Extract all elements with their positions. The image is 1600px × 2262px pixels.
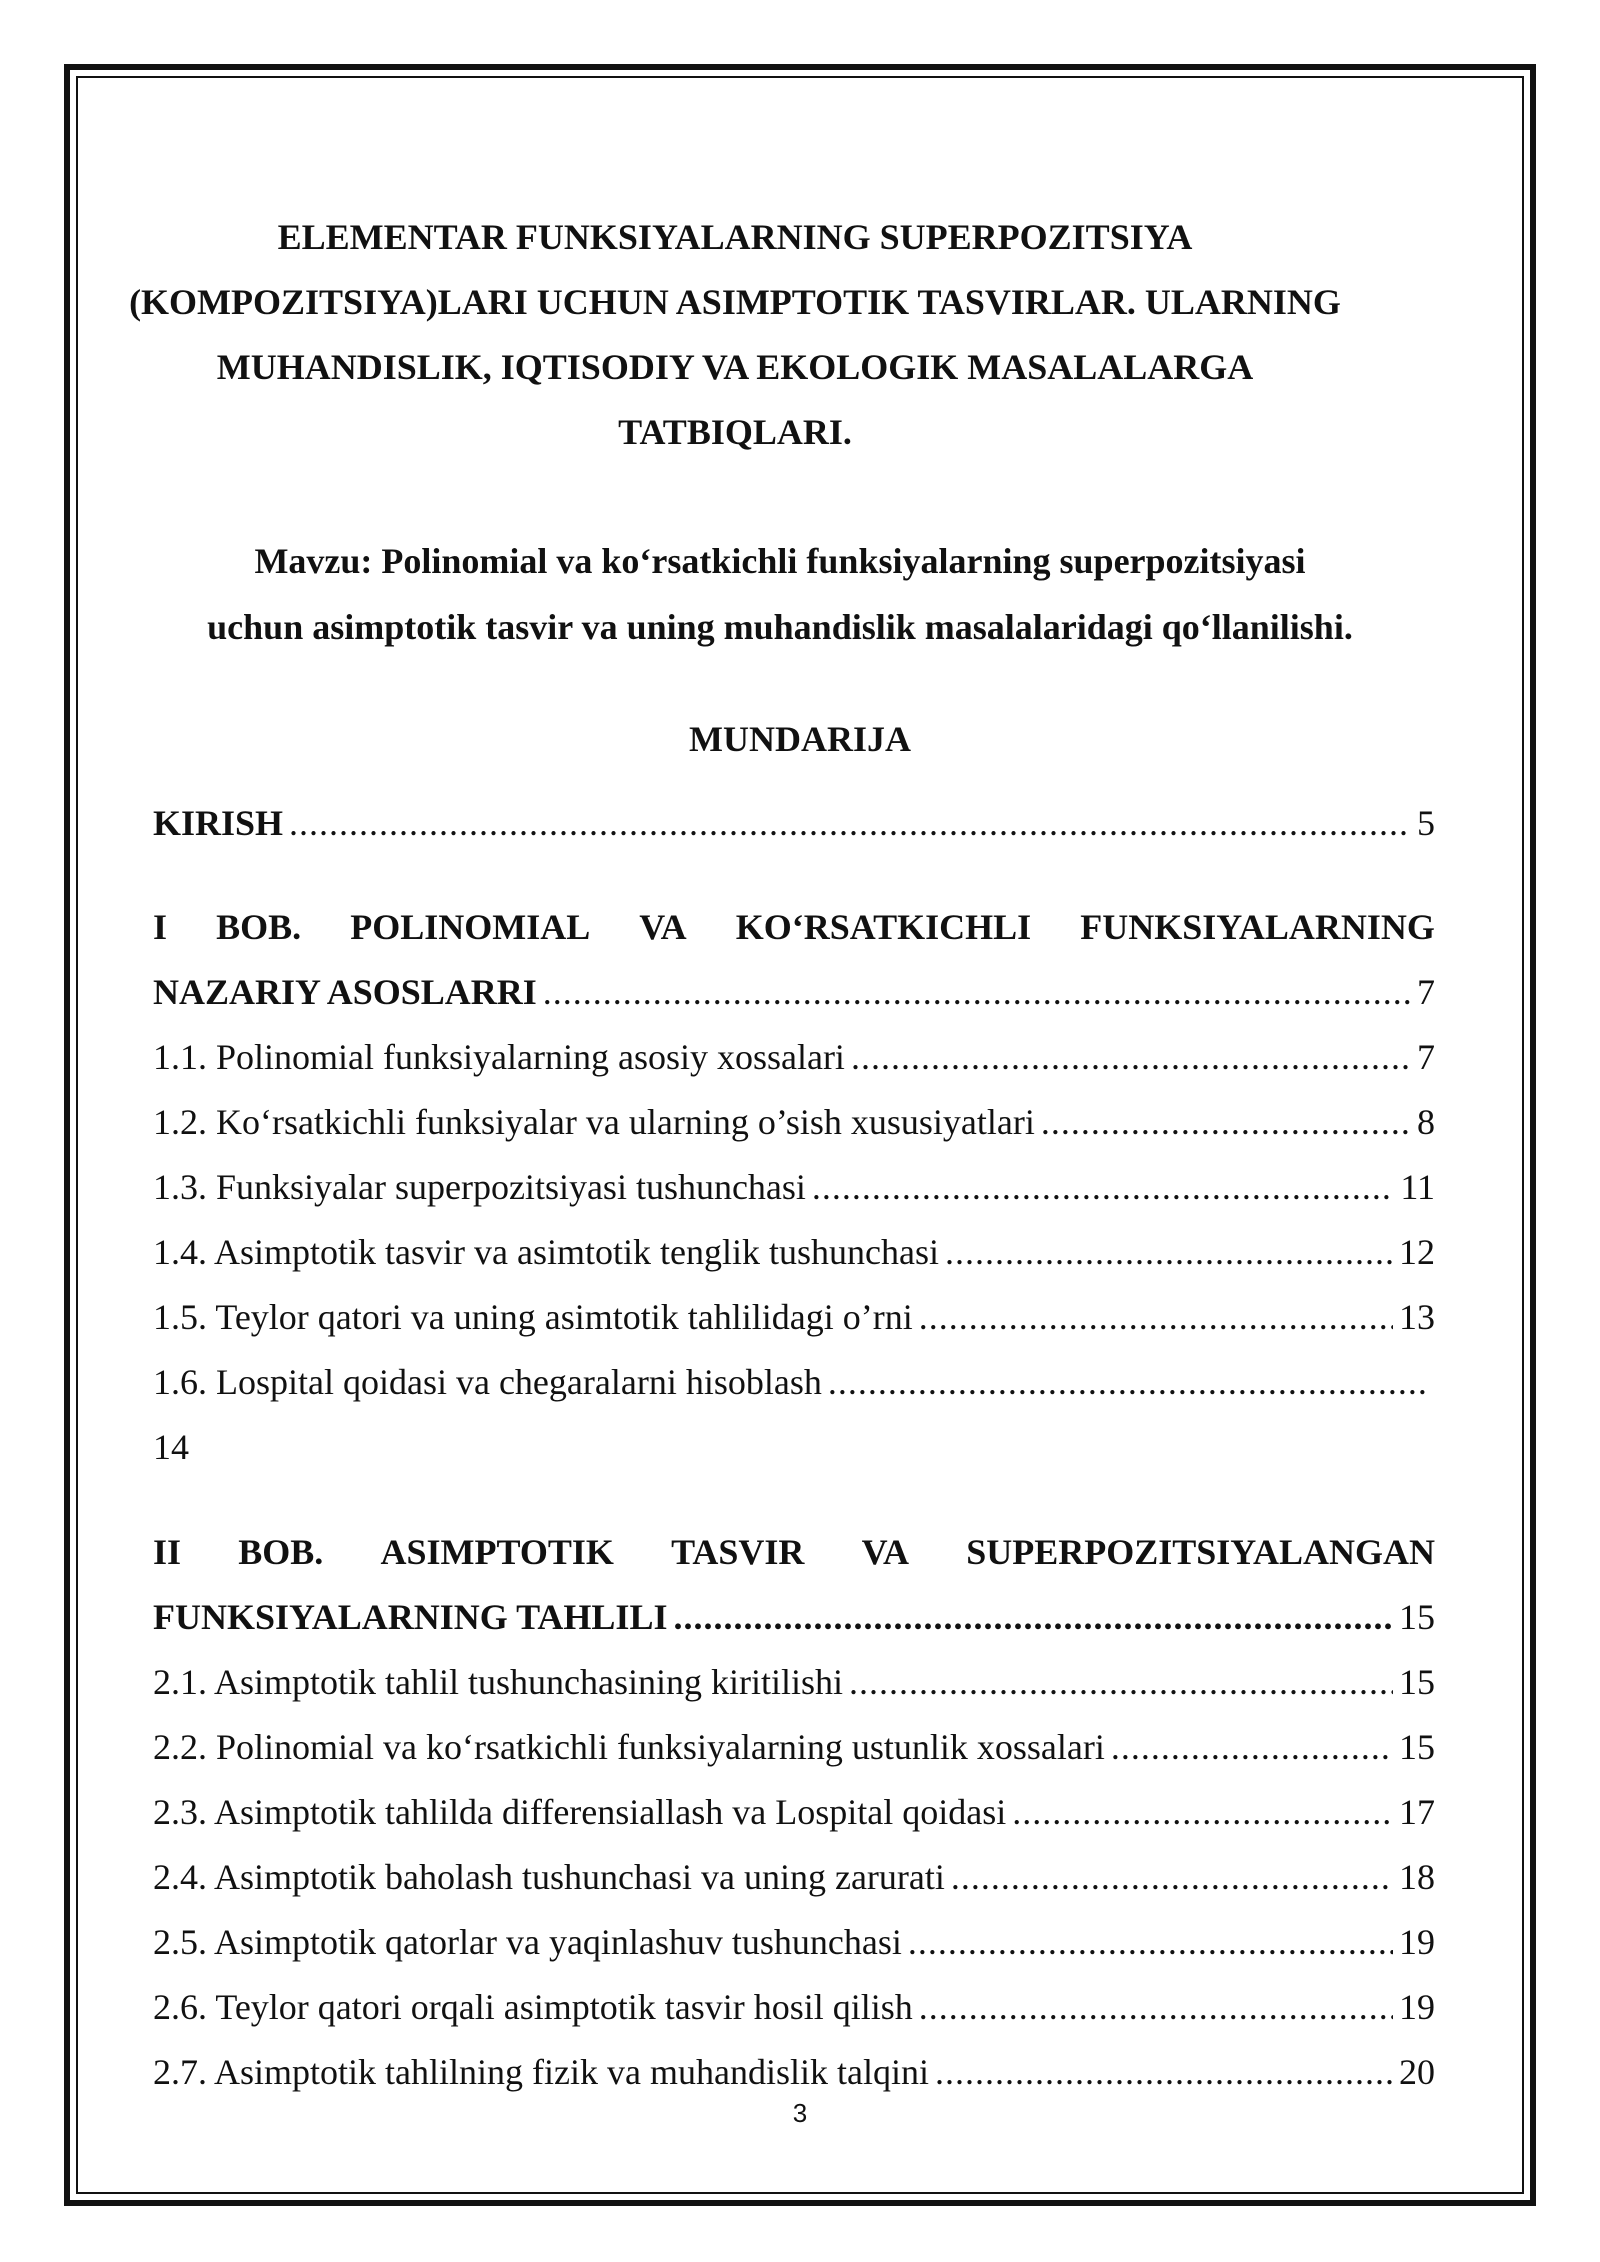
toc-entry-page: 8: [1417, 1102, 1435, 1142]
toc-entry-page: 20: [1399, 2052, 1435, 2092]
toc-entry[interactable]: [153, 1032, 1435, 1082]
title-line: TATBIQLARI.: [618, 412, 852, 452]
toc-entry[interactable]: [153, 1292, 1435, 1342]
title-line: ELEMENTAR FUNKSIYALARNING SUPERPOZITSIYA: [277, 217, 1193, 257]
document-title: [90, 205, 1380, 465]
toc-entry-page: 12: [1399, 1232, 1435, 1272]
toc-chapter-word: BOB.: [238, 1532, 324, 1572]
toc-entry-page: 11: [1400, 1167, 1435, 1207]
toc-leader-dots: [935, 2047, 1393, 2097]
toc-chapter-word: BOB.: [216, 907, 302, 947]
toc-chapter-2-title[interactable]: [153, 1592, 1435, 1642]
toc-chapter-1-heading[interactable]: [153, 902, 1435, 952]
toc-entry[interactable]: [153, 1227, 1435, 1277]
toc-entry-label: 2.7. Asimptotik tahlilning fizik va muhandislik talqini: [153, 2052, 929, 2092]
toc-leader-dots: [908, 1917, 1393, 1967]
toc-entry-kirish[interactable]: [153, 798, 1435, 848]
topic-line: Mavzu: Polinomial va ko‘rsatkichli funksiyalarning superpozitsiyasi: [254, 541, 1306, 581]
toc-entry-page: 7: [1417, 972, 1435, 1012]
toc-leader-dots: [849, 1657, 1393, 1707]
title-line: (KOMPOZITSIYA)LARI UCHUN ASIMPTOTIK TASVIRLAR. ULARNING: [129, 282, 1341, 322]
toc-entry-page: 13: [1399, 1297, 1435, 1337]
toc-entry-label: 2.4. Asimptotik baholash tushunchasi va uning zarurati: [153, 1857, 945, 1897]
toc-entry-label: 2.6. Teylor qatori orqali asimptotik tasvir hosil qilish: [153, 1987, 913, 2027]
toc-entry-page: 15: [1399, 1727, 1435, 1767]
toc-entry-page: 7: [1417, 1037, 1435, 1077]
toc-leader-dots: [1111, 1722, 1393, 1772]
toc-entry[interactable]: [153, 1917, 1435, 1967]
toc-entry-label: 2.2. Polinomial va ko‘rsatkichli funksiyalarning ustunlik xossalari: [153, 1727, 1105, 1767]
toc-entry[interactable]: [153, 1657, 1435, 1707]
toc-entry-label: KIRISH: [153, 803, 284, 843]
toc-leader-dots: [851, 1032, 1411, 1082]
toc-entry[interactable]: [153, 1852, 1435, 1902]
toc-entry[interactable]: [153, 1982, 1435, 2032]
toc-entry-page: 18: [1399, 1857, 1435, 1897]
toc-entry[interactable]: [153, 1097, 1435, 1147]
toc-entry-label: NAZARIY ASOSLARRI: [153, 972, 537, 1012]
toc-entry-label: 1.3. Funksiyalar superpozitsiyasi tushunchasi: [153, 1167, 806, 1207]
toc-entry-label: 1.6. Lospital qoidasi va chegaralarni hisoblash: [153, 1362, 822, 1402]
toc-entry-page: 14: [153, 1427, 189, 1467]
toc-chapter-word: SUPERPOZITSIYALANGAN: [966, 1532, 1435, 1572]
toc-chapter-word: KO‘RSATKICHLI: [735, 907, 1032, 947]
toc-chapter-1-title[interactable]: [153, 967, 1435, 1017]
toc-leader-dots: [945, 1227, 1393, 1277]
toc-entry-page: 17: [1399, 1792, 1435, 1832]
toc-entry-label: 1.1. Polinomial funksiyalarning asosiy xossalari: [153, 1037, 845, 1077]
toc-chapter-word: I: [153, 907, 168, 947]
page-number: 3: [792, 2098, 808, 2128]
toc-leader-dots: [1012, 1787, 1393, 1837]
toc-entry-label: FUNKSIYALARNING TAHLILI: [153, 1597, 668, 1637]
toc-entry-page: 5: [1417, 803, 1435, 843]
toc-entry[interactable]: [153, 2047, 1435, 2097]
toc-entry-label: 2.5. Asimptotik qatorlar va yaqinlashuv tushunchasi: [153, 1922, 902, 1962]
toc-leader-dots: [289, 798, 1411, 848]
toc-leader-dots: [673, 1592, 1393, 1642]
toc-entry-label: 2.1. Asimptotik tahlil tushunchasining kiritilishi: [153, 1662, 844, 1702]
toc-chapter-word: VA: [639, 907, 687, 947]
toc-entry-label: 1.5. Teylor qatori va uning asimtotik tahlilidagi o’rni: [153, 1297, 913, 1337]
toc-entry[interactable]: [153, 1722, 1435, 1772]
topic-line: uchun asimptotik tasvir va uning muhandislik masalalaridagi qo‘llanilishi.: [207, 607, 1353, 647]
toc-leader-dots: [951, 1852, 1393, 1902]
toc-entry-page: 15: [1399, 1597, 1435, 1637]
title-line: MUHANDISLIK, IQTISODIY VA EKOLOGIK MASALALARGA: [216, 347, 1254, 387]
toc-entry-page: 19: [1399, 1987, 1435, 2027]
toc-leader-dots: [828, 1357, 1429, 1407]
toc-chapter-word: TASVIR: [671, 1532, 805, 1572]
toc-chapter-word: POLINOMIAL: [350, 907, 591, 947]
toc-chapter-word: FUNKSIYALARNING: [1080, 907, 1435, 947]
toc-leader-dots: [919, 1982, 1393, 2032]
toc-entry-page: 19: [1399, 1922, 1435, 1962]
toc-chapter-word: VA: [861, 1532, 909, 1572]
toc-chapter-2-heading[interactable]: [153, 1527, 1435, 1577]
toc-entry[interactable]: [153, 1162, 1435, 1212]
topic-statement: [130, 528, 1430, 660]
toc-leader-dots: [919, 1292, 1393, 1342]
toc-entry-label: 1.4. Asimptotik tasvir va asimtotik tenglik tushunchasi: [153, 1232, 939, 1272]
toc-chapter-word: II: [153, 1532, 182, 1572]
toc-entry-page: 15: [1399, 1662, 1435, 1702]
toc-leader-dots: [812, 1162, 1394, 1212]
toc-entry-label: 1.2. Ko‘rsatkichli funksiyalar va ularning o’sish xususiyatlari: [153, 1102, 1035, 1142]
toc-entry-1-6[interactable]: [153, 1357, 1435, 1407]
toc-leader-dots: [1041, 1097, 1411, 1147]
toc-entry-1-6-page-line[interactable]: [153, 1422, 1435, 1472]
toc-heading: MUNDARIJA: [689, 719, 911, 759]
toc-chapter-word: ASIMPTOTIK: [380, 1532, 614, 1572]
toc-entry[interactable]: [153, 1787, 1435, 1837]
toc-entry-label: 2.3. Asimptotik tahlilda differensiallash va Lospital qoidasi: [153, 1792, 1007, 1832]
toc-leader-dots: [543, 967, 1411, 1017]
